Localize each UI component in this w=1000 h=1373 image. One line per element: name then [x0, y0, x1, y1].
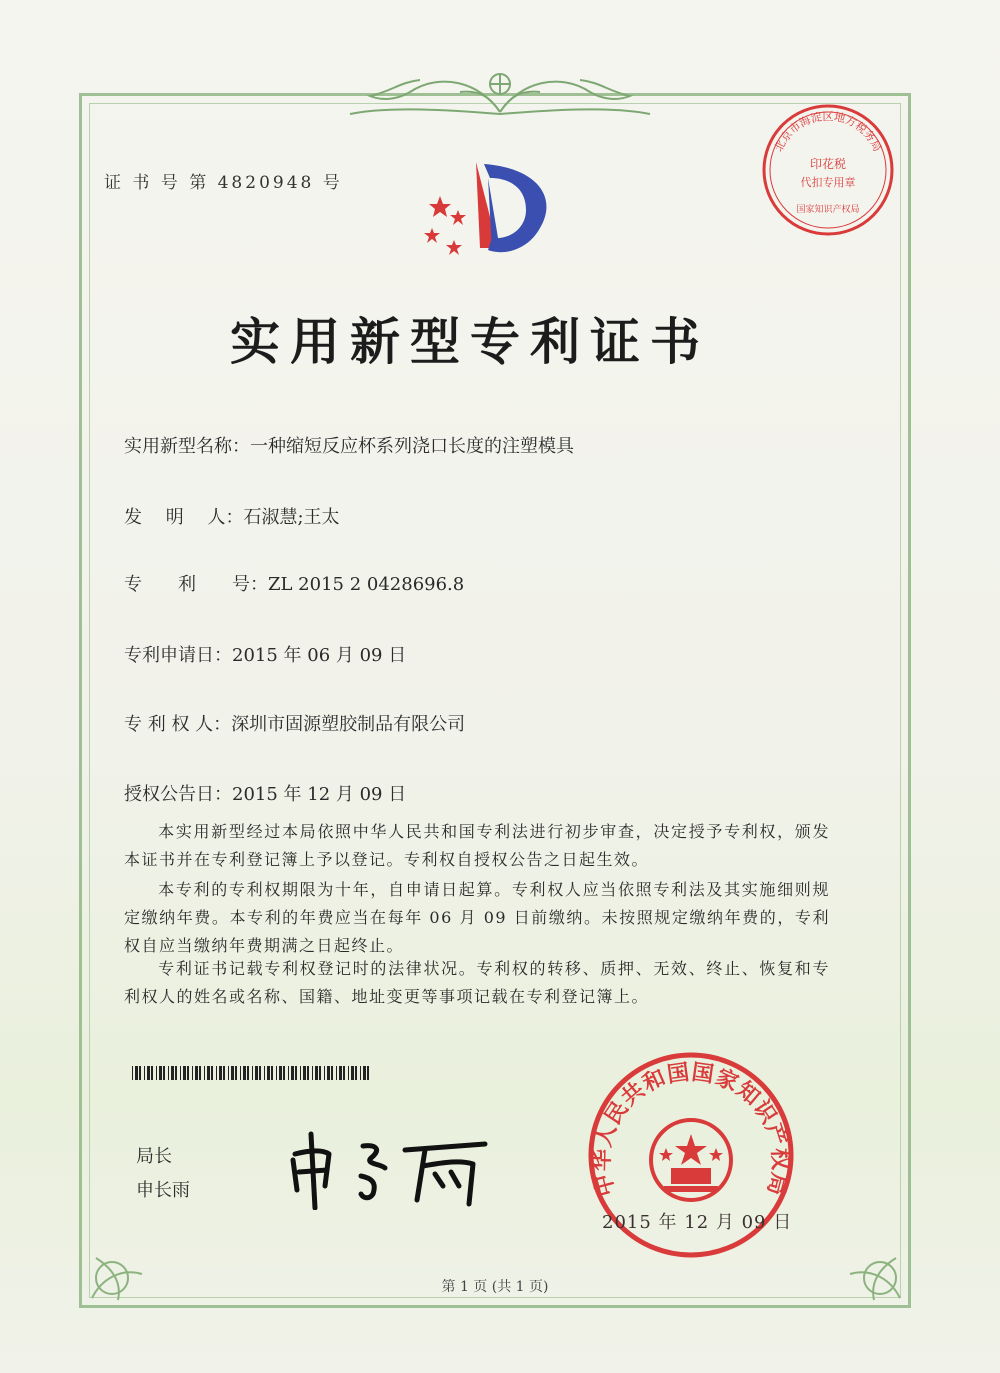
patentee-row — [124, 710, 465, 736]
director-block — [136, 1140, 190, 1208]
grant-date-value: 2015 年 12 月 09 日 — [232, 784, 407, 805]
body-paragraph-2 — [124, 876, 830, 960]
certificate-title: 实用新型专利证书 — [230, 312, 710, 371]
page-footer: 第 1 页 (共 1 页) — [441, 1279, 549, 1295]
grant-date-row — [124, 780, 406, 806]
utility-model-name-label: 实用新型名称： — [124, 436, 250, 457]
cnipa-logo — [418, 158, 566, 276]
filing-date-value: 2015 年 06 月 09 日 — [232, 645, 407, 666]
tax-seal-center-line2: 代扣专用章 — [800, 176, 856, 189]
director-title: 局长 — [136, 1146, 172, 1167]
patent-number-label: 专 利 号： — [124, 574, 268, 595]
certificate-number: 证 书 号 第 4820948 号 — [104, 173, 343, 193]
director-name: 申长雨 — [136, 1180, 190, 1201]
corner-ornament-bottom-left — [82, 1238, 152, 1308]
tax-seal-ring-text: 北京市海淀区地方税务局 — [771, 109, 885, 154]
inventor-value: 石淑慧;王太 — [243, 507, 340, 528]
patent-number-row — [124, 570, 464, 596]
corner-ornament-bottom-right — [840, 1238, 910, 1308]
body-paragraph-2-text: 本专利的专利权期限为十年，自申请日起算。专利权人应当依照专利法及其实施细则规定缴纳年费。本专利的年费应当在每年 06 月 09 日前缴纳。未按照规定缴纳年费的，专利权自应当缴纳年费期满之日起终止。 — [124, 880, 830, 955]
body-paragraph-1-text: 本实用新型经过本局依照中华人民共和国专利法进行初步审查，决定授予专利权，颁发本证书并在专利登记簿上予以登记。专利权自授权公告之日起生效。 — [124, 822, 830, 869]
national-emblem-icon — [651, 1120, 731, 1200]
tax-seal-center-line1: 印花税 — [809, 157, 847, 171]
utility-model-name-value: 一种缩短反应杯系列浇口长度的注塑模具 — [250, 436, 574, 457]
tax-stamp-seal — [758, 100, 898, 240]
inventor-label: 发 明 人： — [124, 507, 244, 528]
filing-date-row — [124, 641, 406, 667]
patentee-value: 深圳市固源塑胶制品有限公司 — [231, 714, 466, 735]
body-paragraph-3 — [124, 955, 830, 1011]
patentee-label: 专 利 权 人： — [124, 714, 232, 735]
official-seal-ring-text: 中华人民共和国国家知识产权局 — [589, 1060, 793, 1199]
barcode — [132, 1066, 370, 1080]
inventor-row — [124, 503, 340, 529]
seal-date: 2015 年 12 月 09 日 — [602, 1212, 793, 1233]
filing-date-label: 专利申请日： — [124, 645, 232, 666]
svg-text:北京市海淀区地方税务局 — [772, 109, 884, 153]
director-signature — [285, 1120, 490, 1210]
tax-seal-bottom-text: 国家知识产权局 — [796, 205, 860, 215]
body-paragraph-3-text: 专利证书记载专利权登记时的法律状况。专利权的转移、质押、无效、终止、恢复和专利权人的姓名或名称、国籍、地址变更等事项记载在专利登记簿上。 — [124, 959, 830, 1006]
floral-crest-ornament — [330, 62, 670, 120]
body-paragraph-1 — [124, 818, 830, 874]
grant-date-label: 授权公告日： — [124, 784, 232, 805]
utility-model-name-row — [124, 432, 574, 458]
patent-number-value: ZL 2015 2 0428696.8 — [268, 574, 465, 595]
